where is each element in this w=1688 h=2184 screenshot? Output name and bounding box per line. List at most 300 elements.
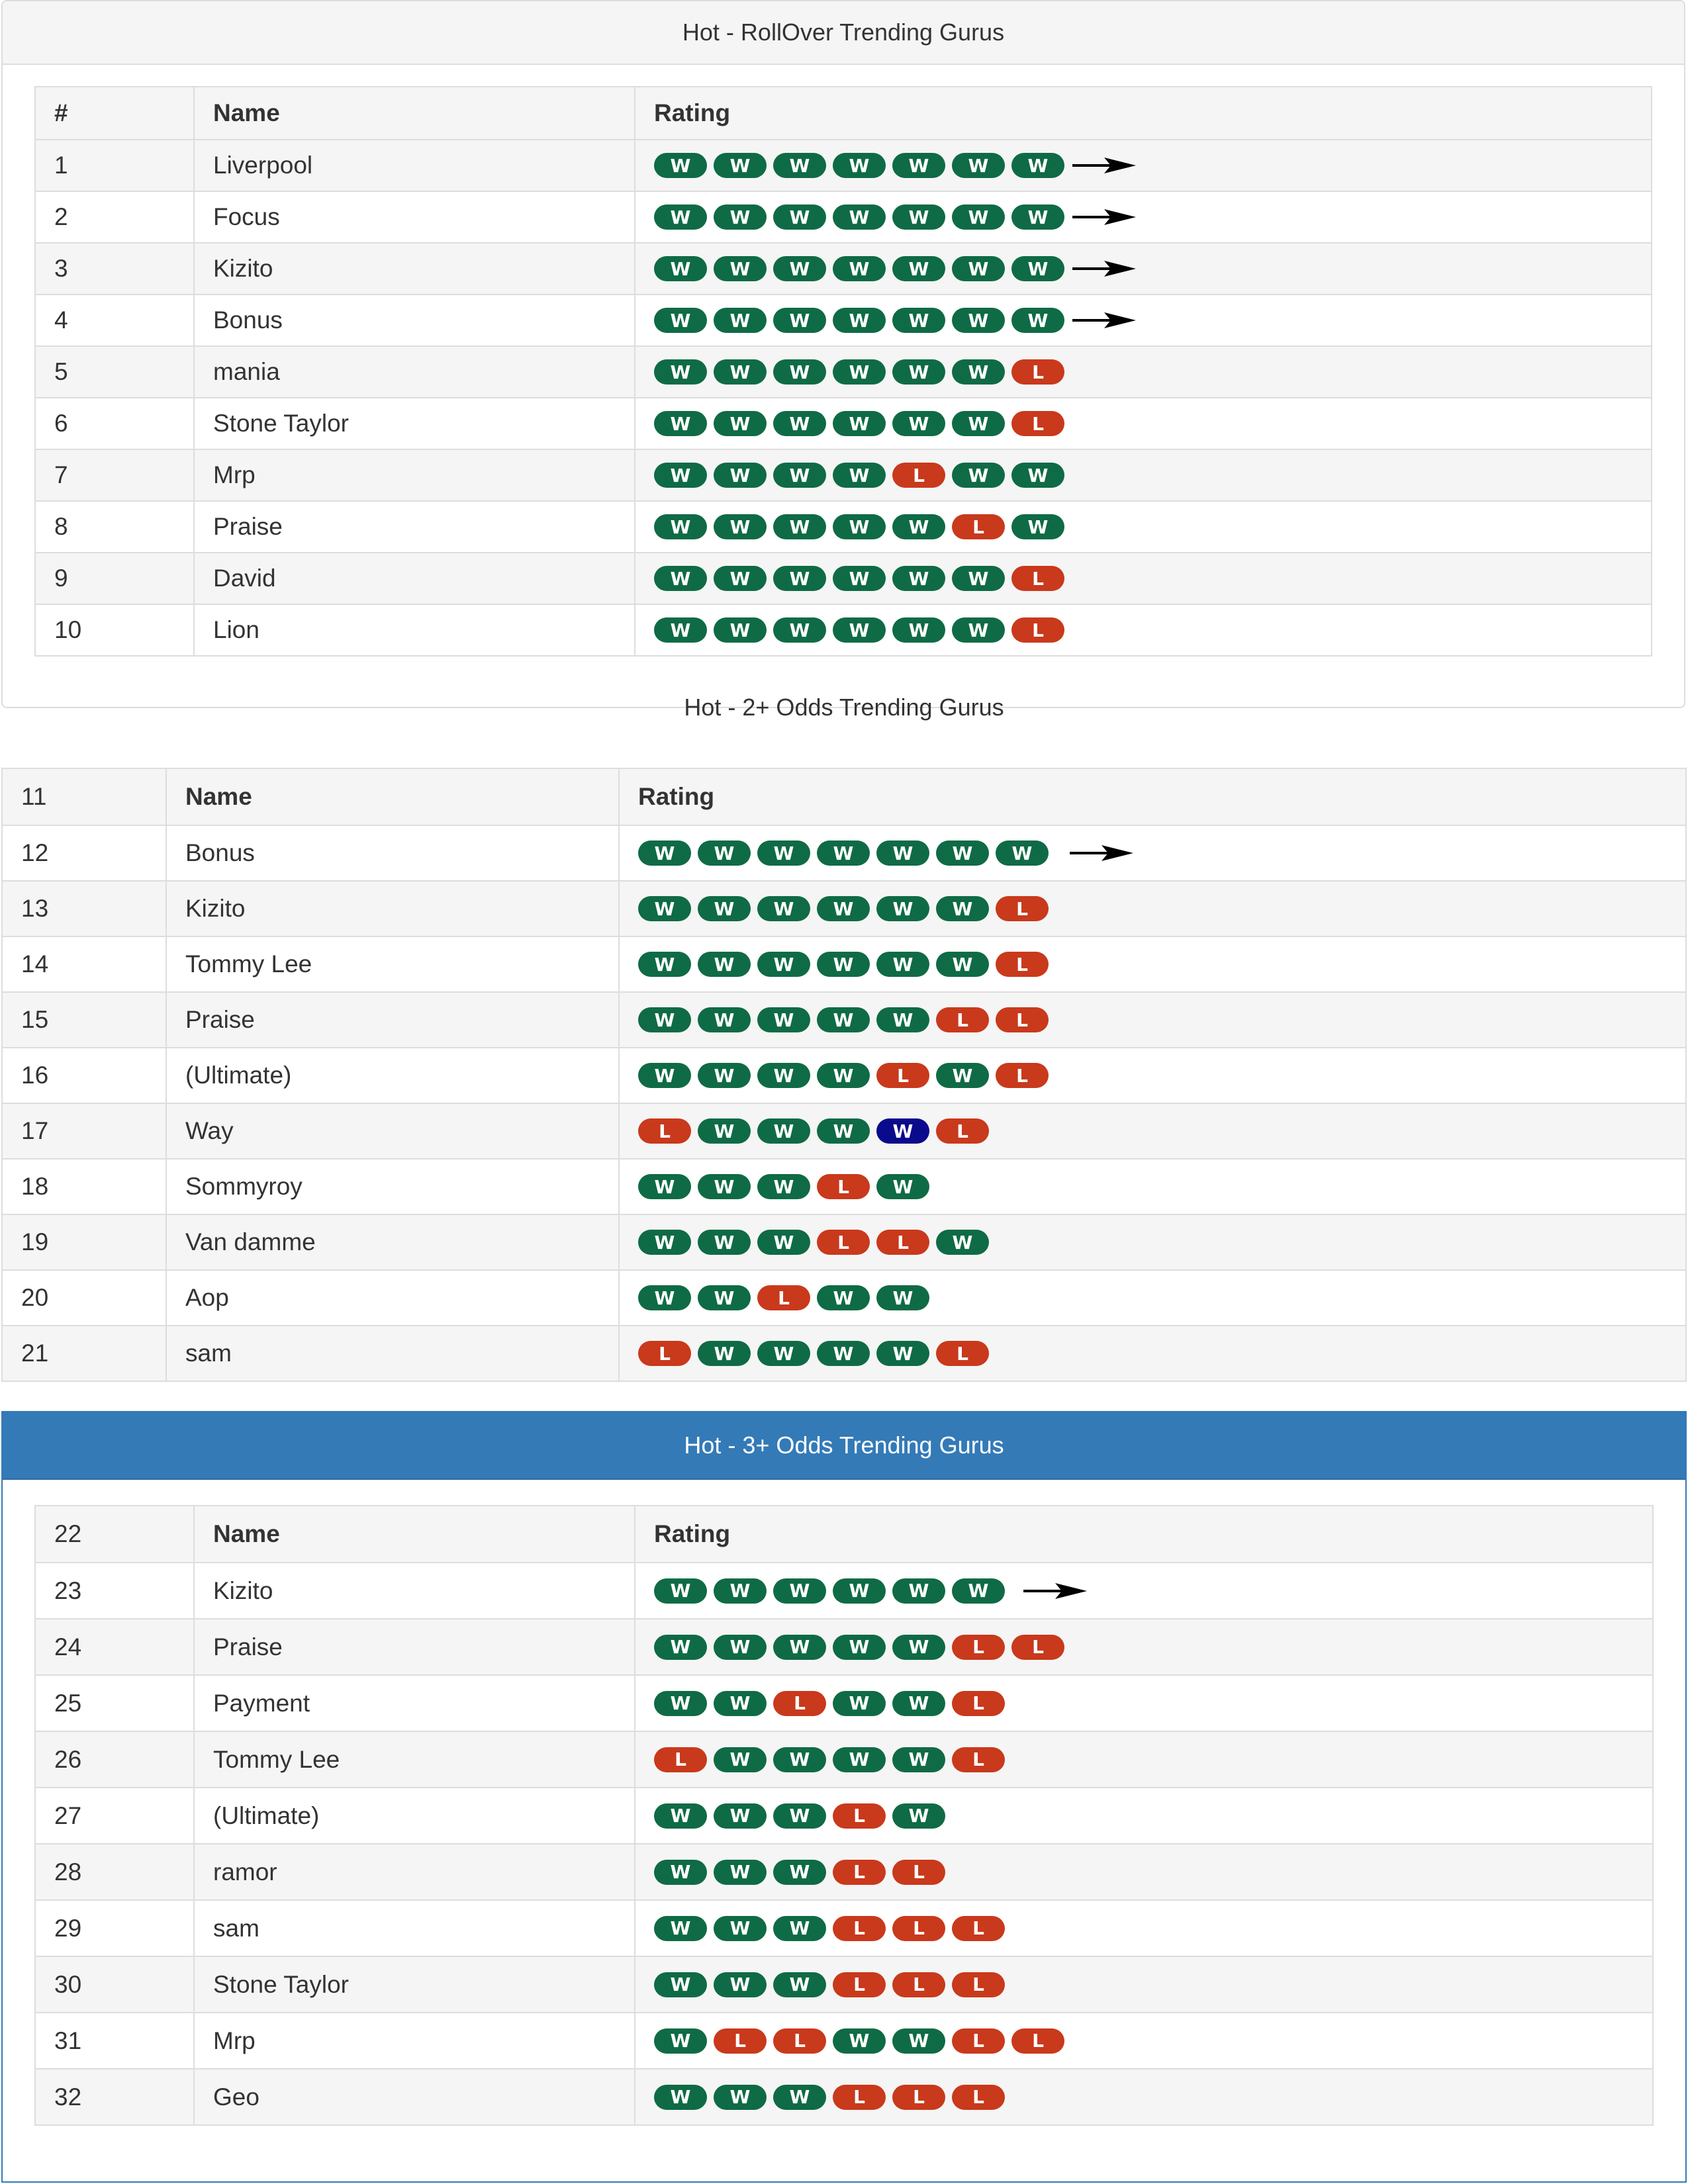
row-number: 32 [35, 2069, 194, 2125]
row-number: 7 [35, 449, 194, 501]
rating-cell [635, 1956, 1653, 2013]
row-number: 18 [2, 1159, 166, 1214]
loss-badge: L [952, 1691, 1005, 1716]
rating-badges [638, 1118, 1685, 1144]
rating-cell [635, 1788, 1653, 1844]
loss-badge: L [654, 1747, 707, 1772]
win-badge: W [714, 1747, 767, 1772]
loss-badge: L [892, 1916, 945, 1941]
panel-title-rollover [3, 1, 1684, 65]
table-header-row [2, 768, 1686, 825]
loss-badge: L [876, 1230, 929, 1255]
header-num: # [35, 87, 194, 140]
win-badge: W [952, 1578, 1005, 1604]
win-badge: W [833, 1578, 886, 1604]
guru-name: ramor [194, 1844, 635, 1900]
win-badge: W [773, 359, 826, 385]
rating-cell [635, 553, 1652, 604]
rating-cell [635, 2013, 1653, 2069]
loss-badge: L [952, 1635, 1005, 1660]
loss-badge: L [833, 1972, 886, 1997]
row-number: 1 [35, 140, 194, 191]
win-badge: W [714, 411, 767, 436]
win-badge: W [714, 205, 767, 230]
row-number: 15 [2, 992, 166, 1048]
row-number: 16 [2, 1048, 166, 1103]
win-badge: W [698, 1174, 751, 1199]
win-badge: W [714, 1691, 767, 1716]
win-badge: W [773, 463, 826, 488]
loss-badge: L [833, 2085, 886, 2110]
win-badge: W [654, 2028, 707, 2054]
rating-badges [654, 514, 1651, 539]
win-badge: W [757, 1341, 810, 1366]
guru-name: Kizito [194, 1563, 635, 1619]
rating-cell [635, 449, 1652, 501]
win-badge: W [654, 205, 707, 230]
loss-badge: L [936, 1007, 989, 1032]
win-badge: W [876, 896, 929, 921]
loss-badge: L [952, 1747, 1005, 1772]
win-badge: W [698, 1063, 751, 1088]
loss-badge: L [952, 1972, 1005, 1997]
win-badge: W [654, 1635, 707, 1660]
row-number: 8 [35, 501, 194, 553]
table-row [35, 1788, 1653, 1844]
row-number: 10 [35, 604, 194, 656]
row-number: 9 [35, 553, 194, 604]
win-badge: W [638, 1007, 691, 1032]
win-badge: W [773, 514, 826, 539]
win-badge: W [773, 617, 826, 643]
rating-cell [635, 1675, 1653, 1731]
loss-badge: L [1011, 1635, 1064, 1660]
loss-badge: L [936, 1341, 989, 1366]
win-badge: W [892, 1635, 945, 1660]
win-badge: W [817, 1118, 870, 1144]
win-badge: W [714, 617, 767, 643]
loss-badge: L [817, 1230, 870, 1255]
win-badge: W [757, 952, 810, 977]
loss-badge: L [892, 463, 945, 488]
loss-badge: L [892, 1972, 945, 1997]
rating-cell [635, 501, 1652, 553]
rating-cell [635, 1731, 1653, 1788]
guru-name: Mrp [194, 449, 635, 501]
win-badge: W [833, 2028, 886, 2054]
table-header-row [35, 1506, 1653, 1563]
win-badge: W [757, 1118, 810, 1144]
rating-cell [635, 191, 1652, 243]
win-badge: W [773, 1635, 826, 1660]
row-number: 31 [35, 2013, 194, 2069]
win-badge: W [936, 1063, 989, 1088]
rating-badges [638, 1341, 1685, 1366]
win-badge: W [876, 1285, 929, 1310]
win-badge: W [892, 1578, 945, 1604]
header-name: Name [194, 1506, 635, 1563]
rating-cell [635, 1619, 1653, 1675]
win-badge: W [654, 359, 707, 385]
guru-name: Bonus [166, 825, 619, 881]
rating-badges [638, 1007, 1685, 1032]
row-number: 20 [2, 1270, 166, 1326]
row-number: 4 [35, 295, 194, 346]
header-rating: Rating [635, 87, 1652, 140]
win-badge: W [773, 2085, 826, 2110]
table-row [35, 398, 1652, 449]
rating-badges [654, 1972, 1652, 1997]
win-badge: W [757, 896, 810, 921]
rating-cell [635, 140, 1652, 191]
guru-name: (Ultimate) [194, 1788, 635, 1844]
win-badge: W [698, 1118, 751, 1144]
win-badge: W [698, 1341, 751, 1366]
arrow-right-icon [1071, 156, 1137, 175]
win-badge: W [654, 514, 707, 539]
win-badge: W [698, 952, 751, 977]
rating-badges [654, 1747, 1652, 1772]
rating-cell [619, 881, 1686, 936]
header-rating: Rating [635, 1506, 1653, 1563]
win-badge: W [757, 1230, 810, 1255]
loss-badge: L [1011, 359, 1064, 385]
loss-badge: L [1011, 2028, 1064, 2054]
win-badge: W [714, 153, 767, 178]
guru-name: Lion [194, 604, 635, 656]
win-badge: W [654, 1972, 707, 1997]
table-row [35, 553, 1652, 604]
guru-name: Aop [166, 1270, 619, 1326]
win-badge: W [654, 153, 707, 178]
win-badge: W [892, 514, 945, 539]
win-badge: W [1011, 308, 1064, 333]
table-2plus-odds [1, 768, 1687, 1382]
win-badge: W [952, 153, 1005, 178]
table-rollover [34, 86, 1652, 657]
win-badge: W [833, 1635, 886, 1660]
win-badge: W [1011, 205, 1064, 230]
win-badge: W [654, 1803, 707, 1829]
guru-name: Way [166, 1103, 619, 1159]
loss-badge: L [757, 1285, 810, 1310]
win-badge: W [892, 205, 945, 230]
win-badge: W [654, 2085, 707, 2110]
guru-name: Tommy Lee [194, 1731, 635, 1788]
table-row [35, 243, 1652, 295]
loss-badge: L [952, 2028, 1005, 2054]
rating-badges [638, 952, 1685, 977]
rating-cell [635, 1844, 1653, 1900]
rating-cell [635, 295, 1652, 346]
guru-name: Focus [194, 191, 635, 243]
guru-name: Praise [194, 1619, 635, 1675]
win-badge: W [654, 1916, 707, 1941]
rating-badges [654, 359, 1651, 385]
row-number: 5 [35, 346, 194, 398]
win-badge: W [892, 617, 945, 643]
guru-name: Mrp [194, 2013, 635, 2069]
guru-name: Praise [194, 501, 635, 553]
table-row [35, 2013, 1653, 2069]
arrow-right-icon [1071, 310, 1137, 330]
rating-cell [635, 346, 1652, 398]
win-badge: W [714, 1972, 767, 1997]
rating-cell [635, 398, 1652, 449]
win-badge: W [638, 1174, 691, 1199]
table-row [2, 1103, 1686, 1159]
win-badge: W [773, 1747, 826, 1772]
win-badge: W [638, 1285, 691, 1310]
section-title: Hot - 2+ Odds Trending Gurus [684, 695, 1004, 721]
win-badge: W [892, 1747, 945, 1772]
win-badge: W [833, 463, 886, 488]
rating-badges [654, 205, 1651, 230]
guru-name: sam [166, 1326, 619, 1381]
win-badge: W [698, 1285, 751, 1310]
guru-name: (Ultimate) [166, 1048, 619, 1103]
win-badge: W [654, 1691, 707, 1716]
win-badge: W [698, 841, 751, 866]
win-badge: W [654, 463, 707, 488]
rating-badges [654, 1578, 1652, 1604]
win-badge: W [833, 411, 886, 436]
win-badge: W [757, 1174, 810, 1199]
row-number: 23 [35, 1563, 194, 1619]
rating-badges [638, 1285, 1685, 1310]
win-badge: W [833, 359, 886, 385]
table-row [2, 936, 1686, 992]
guru-name: Bonus [194, 295, 635, 346]
panel-title-2plus [0, 695, 1688, 721]
win-badge: W [876, 1007, 929, 1032]
table-header-row [35, 87, 1652, 140]
guru-name: Sommyroy [166, 1159, 619, 1214]
win-badge: W [714, 1635, 767, 1660]
win-badge: W [773, 256, 826, 281]
win-badge: W [773, 411, 826, 436]
win-badge: W [833, 153, 886, 178]
win-badge: W [714, 514, 767, 539]
rating-badges [654, 566, 1651, 591]
win-badge: W [654, 617, 707, 643]
win-badge: W [654, 256, 707, 281]
rating-cell [619, 1326, 1686, 1381]
win-badge: W [773, 1972, 826, 1997]
win-badge: W [698, 896, 751, 921]
win-badge: W [714, 359, 767, 385]
rating-badges [654, 411, 1651, 436]
win-badge: W [757, 1063, 810, 1088]
loss-badge: L [936, 1118, 989, 1144]
rating-cell [619, 936, 1686, 992]
win-badge: W [714, 463, 767, 488]
guru-name: Liverpool [194, 140, 635, 191]
win-badge: W [817, 896, 870, 921]
table-row [35, 140, 1652, 191]
win-badge: W [952, 463, 1005, 488]
arrow-right-icon [1071, 259, 1137, 279]
win-badge: W [892, 1803, 945, 1829]
rating-cell [619, 1214, 1686, 1270]
win-badge: W [936, 896, 989, 921]
win-badge: W [714, 256, 767, 281]
loss-badge: L [833, 1803, 886, 1829]
win-badge: W [892, 411, 945, 436]
win-badge: W [833, 617, 886, 643]
rating-cell [619, 825, 1686, 881]
loss-badge: L [817, 1174, 870, 1199]
table-row [35, 295, 1652, 346]
guru-name: David [194, 553, 635, 604]
guru-name: Kizito [166, 881, 619, 936]
win-badge: W [952, 617, 1005, 643]
loss-badge: L [892, 1860, 945, 1885]
win-badge: W [817, 841, 870, 866]
win-badge: W [773, 1860, 826, 1885]
rating-cell [619, 992, 1686, 1048]
win-badge: W [876, 1174, 929, 1199]
table-row [35, 604, 1652, 656]
table-row [35, 2069, 1653, 2125]
guru-name: Van damme [166, 1214, 619, 1270]
win-badge: W [773, 1803, 826, 1829]
rating-badges [638, 896, 1685, 921]
loss-badge: L [952, 1916, 1005, 1941]
win-badge: W [773, 153, 826, 178]
win-badge: W [654, 566, 707, 591]
win-badge: W [876, 952, 929, 977]
win-badge: W [833, 256, 886, 281]
win-badge: W [952, 359, 1005, 385]
loss-badge: L [952, 514, 1005, 539]
win-badge: W [892, 566, 945, 591]
panel-title-3plus [3, 1412, 1685, 1480]
loss-badge: L [996, 1007, 1049, 1032]
rating-cell [619, 1103, 1686, 1159]
win-badge: W [817, 952, 870, 977]
win-badge: W [892, 1691, 945, 1716]
win-badge: W [773, 1916, 826, 1941]
win-badge: W [714, 1860, 767, 1885]
win-badge: W [1011, 514, 1064, 539]
loss-badge: L [1011, 411, 1064, 436]
table-row [35, 1563, 1653, 1619]
loss-badge: L [833, 1860, 886, 1885]
win-badge: W [714, 2085, 767, 2110]
row-number: 14 [2, 936, 166, 992]
win-badge: W [996, 841, 1049, 866]
win-badge: W [714, 1916, 767, 1941]
table-row [2, 1214, 1686, 1270]
header-name: Name [166, 768, 619, 825]
rating-badges [638, 841, 1685, 866]
table-row [2, 1159, 1686, 1214]
win-badge: W [833, 514, 886, 539]
row-number: 12 [2, 825, 166, 881]
header-num: 11 [2, 768, 166, 825]
win-badge: W [876, 841, 929, 866]
win-badge: W [952, 308, 1005, 333]
win-badge: W [833, 1691, 886, 1716]
rating-badges [654, 256, 1651, 281]
rating-cell [619, 1270, 1686, 1326]
guru-name: Stone Taylor [194, 398, 635, 449]
rating-badges [654, 2085, 1652, 2110]
win-badge: W [817, 1285, 870, 1310]
win-badge: W [833, 566, 886, 591]
table-row [35, 1731, 1653, 1788]
row-number: 26 [35, 1731, 194, 1788]
table-row [35, 1956, 1653, 2013]
win-badge: W [892, 359, 945, 385]
win-badge: W [654, 1578, 707, 1604]
win-badge: W [714, 1578, 767, 1604]
row-number: 25 [35, 1675, 194, 1731]
loss-badge: L [996, 896, 1049, 921]
win-badge: W [757, 841, 810, 866]
win-badge: W [654, 308, 707, 333]
guru-name: Stone Taylor [194, 1956, 635, 2013]
table-row [2, 881, 1686, 936]
guru-name: Kizito [194, 243, 635, 295]
loss-badge: L [714, 2028, 767, 2054]
win-badge: W [936, 841, 989, 866]
win-badge: W [638, 841, 691, 866]
table-3plus-odds [34, 1505, 1654, 2126]
rating-badges [654, 2028, 1652, 2054]
guru-name: Praise [166, 992, 619, 1048]
row-number: 19 [2, 1214, 166, 1270]
row-number: 24 [35, 1619, 194, 1675]
win-badge: W [876, 1341, 929, 1366]
win-badge: W [638, 896, 691, 921]
table-row [2, 1326, 1686, 1381]
rating-cell [635, 1900, 1653, 1956]
loss-badge: L [833, 1916, 886, 1941]
row-number: 28 [35, 1844, 194, 1900]
win-badge: W [698, 1007, 751, 1032]
table-row [35, 346, 1652, 398]
table-row [2, 1270, 1686, 1326]
rating-badges [654, 1691, 1652, 1716]
loss-badge: L [996, 1063, 1049, 1088]
table-row [2, 825, 1686, 881]
rating-cell [619, 1048, 1686, 1103]
win-badge: W [833, 308, 886, 333]
rating-badges [654, 1916, 1652, 1941]
loss-badge: L [1011, 566, 1064, 591]
row-number: 27 [35, 1788, 194, 1844]
loss-badge: L [892, 2085, 945, 2110]
row-number: 21 [2, 1326, 166, 1381]
loss-badge: L [996, 952, 1049, 977]
guru-name: Tommy Lee [166, 936, 619, 992]
row-number: 2 [35, 191, 194, 243]
loss-badge: L [773, 1691, 826, 1716]
win-badge: W [773, 308, 826, 333]
table-row [35, 1844, 1653, 1900]
rating-badges [638, 1230, 1685, 1255]
win-badge: W [892, 308, 945, 333]
win-badge: W [952, 256, 1005, 281]
win-badge: W [892, 256, 945, 281]
win-badge: W [654, 1860, 707, 1885]
rating-badges [654, 617, 1651, 643]
rating-badges [654, 153, 1651, 178]
win-badge: W [936, 952, 989, 977]
rating-badges [638, 1174, 1685, 1199]
